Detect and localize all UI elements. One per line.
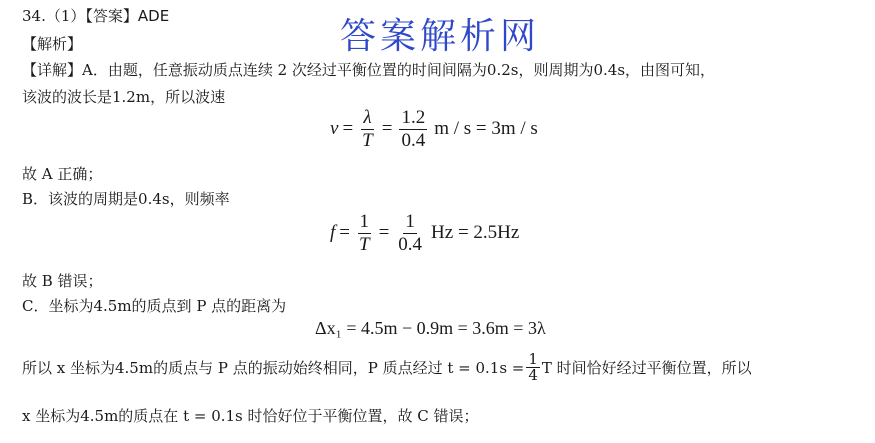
paragraph-1 xyxy=(22,352,752,383)
eq-v-frac1: $\frac{\lambda}{T}$ xyxy=(362,107,373,151)
eq-f-frac1: $\frac{1}{T}$ xyxy=(359,211,370,255)
conclusion-a: 故 A 正确； xyxy=(22,165,103,183)
eq-v-frac2: $\frac{1.2}{0.4}$ xyxy=(401,107,426,151)
option-c-line: C．坐标为4.5m的质点到 P 点的距离为 xyxy=(22,297,287,315)
analysis-heading: 【解析】 xyxy=(22,35,83,53)
para1-frac: $\frac{1}{4}$ xyxy=(528,350,538,384)
eq-v-eq1: = xyxy=(342,118,354,140)
eq-v-lhs: v xyxy=(330,118,339,140)
eq-f-eq1: = xyxy=(339,222,350,244)
displacement-equation: Δx₁ = 4.5m − 0.9m = 3.6m = 3λ xyxy=(315,318,546,338)
detail-text-a: A．由题，任意振动质点连续 2 次经过平衡位置的时间间隔为0.2s，则周期为0.4s，由图可知， xyxy=(82,61,716,79)
eq-f-tail: Hz = 2.5Hz xyxy=(431,222,520,244)
frequency-equation xyxy=(330,212,519,255)
detail-line-2: 该波的波长是1.2m，所以波速 xyxy=(22,88,226,106)
eq-v-tail: m / s = 3m / s xyxy=(434,118,538,140)
answer-value: ADE xyxy=(137,7,170,25)
detail-tag: 【详解】 xyxy=(22,61,83,79)
watermark-text: 答案解析网 xyxy=(340,16,541,57)
question-number: 34.（1） xyxy=(22,7,86,25)
velocity-equation xyxy=(330,108,538,151)
para1-pre: 所以 x 坐标为4.5m的质点与 P 点的振动始终相同，P 质点经过 t = 0.1s = xyxy=(22,359,525,377)
answer-tag: 【答案】 xyxy=(85,7,138,25)
paragraph-2: x 坐标为4.5m的质点在 t = 0.1s 时恰好位于平衡位置，故 C 错误； xyxy=(22,407,479,425)
eq-f-frac2: $\frac{1}{0.4}$ xyxy=(398,211,423,255)
eq-f-lhs: f xyxy=(330,222,336,244)
para1-post: T 时间恰好经过平衡位置，所以 xyxy=(541,359,752,377)
detail-line-1 xyxy=(22,59,715,80)
question-header xyxy=(22,5,169,26)
option-b-line: B．该波的周期是0.4s，则频率 xyxy=(22,190,230,208)
conclusion-b: 故 B 错误； xyxy=(22,272,103,290)
eq-v-eq2: = xyxy=(381,118,393,140)
eq-f-eq2: = xyxy=(378,222,390,244)
